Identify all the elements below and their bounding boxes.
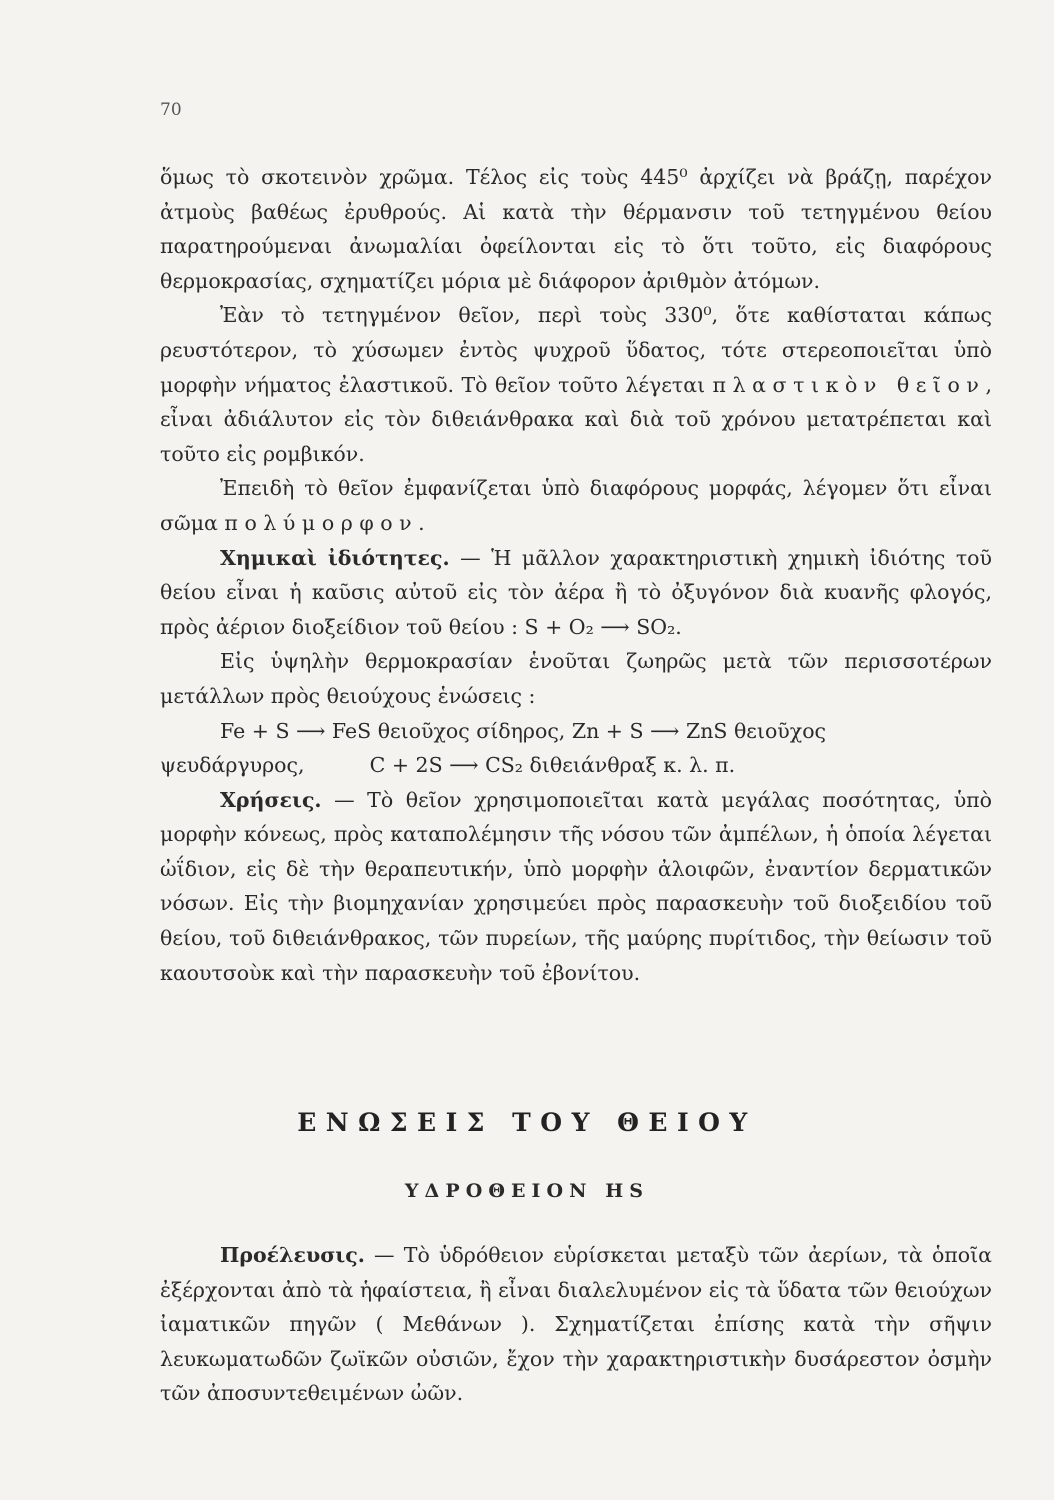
- section-heading-chemical-properties: Χημικαὶ ἰδιότητες.: [220, 545, 450, 570]
- equation-line: ψευδάργυρος, C + 2S ⟶ CS₂ διθειάνθραξ κ. λ. π.: [160, 753, 736, 778]
- body-text-bottom: [160, 1238, 992, 1411]
- section-heading-origin: Προέλευσις.: [220, 1243, 365, 1267]
- paragraph: Ἐπειδὴ τὸ θεῖον ἐμφανίζεται ὑπὸ διαφόρους μορφάς, λέγομεν ὅτι εἶναι σῶμα πολύμορφον.: [160, 476, 992, 535]
- paragraph: ὅμως τὸ σκοτεινὸν χρῶμα. Τέλος εἰς τοὺς 445⁰ ἀρχίζει νὰ βράζῃ, παρέχον ἀτμοὺς βαθέως ἐρυθρούς. Αἱ κατὰ τὴν θέρμανσιν τοῦ τετηγμένου θείου παρατηρούμεναι ἀνωμαλίαι ὀφείλονται εἰς τὸ ὅτι τοῦτο, εἰς διαφόρους θερμοκρασίας, σχηματίζει μόρια μὲ διάφορον ἀριθμὸν ἀτόμων.: [160, 165, 992, 293]
- equation-line: Fe + S ⟶ FeS θειοῦχος σίδηρος, Zn + S ⟶ ZnS θειοῦχος: [220, 718, 827, 743]
- paragraph: Προέλευσις. — Τὸ ὑδρόθειον εὑρίσκεται μεταξὺ τῶν ἀερίων, τὰ ὁποῖα ἐξέρχονται ἀπὸ τὰ ἡφαίστεια, ἢ εἶναι διαλελυμένον εἰς τὰ ὕδατα τῶν θειούχων ἰαματικῶν πηγῶν ( Μεθάνων ). Σχηματίζεται ἐπίσης κατὰ τὴν σῆψιν λευκωματωδῶν ζωϊκῶν οὐσιῶν, ἔχον τὴν χαρακτηριστικὴν δυσάρεστον ὀσμὴν τῶν ἀποσυντεθειμένων ὠῶν.: [160, 1243, 992, 1406]
- page-number: 70: [160, 100, 182, 120]
- paragraph: Ἐὰν τὸ τετηγμένον θεῖον, περὶ τοὺς 330⁰, ὅτε καθίσταται κάπως ρευστότερον, τὸ χύσωμεν ἐντὸς ψυχροῦ ὕδατος, τότε στερεοποιεῖται ὑπὸ μορφὴν νήματος ἐλαστικοῦ. Τὸ θεῖον τοῦτο λέγεται πλαστικὸν θεῖον, εἶναι ἀδιάλυτον εἰς τὸν διθειάνθρακα καὶ διὰ τοῦ χρόνου μετατρέπεται καὶ τοῦτο εἰς ρομβικόν.: [160, 303, 992, 466]
- paragraph: Εἰς ὑψηλὴν θερμοκρασίαν ἑνοῦται ζωηρῶς μετὰ τῶν περισσοτέρων μετάλλων πρὸς θειούχους ἑνώσεις :: [160, 649, 992, 708]
- term-plastic-sulfur: πλαστικὸν θεῖον: [712, 372, 986, 397]
- paragraph: Χημικαὶ ἰδιότητες. — Ἡ μᾶλλον χαρακτηριστικὴ χημικὴ ἰδιότης τοῦ θείου εἶναι ἡ καῦσις αὐτοῦ εἰς τὸν ἀέρα ἢ τὸ ὀξυγόνον διὰ κυανῆς φλογός, πρὸς ἀέριον διοξείδιον τοῦ θείου : S + O₂ ⟶ SO₂.: [160, 545, 992, 639]
- paragraph: Χρήσεις. — Τὸ θεῖον χρησιμοποιεῖται κατὰ μεγάλας ποσότητας, ὑπὸ μορφὴν κόνεως, πρὸς καταπολέμησιν τῆς νόσου τῶν ἀμπέλων, ἡ ὁποία λέγεται ὠΐδιον, εἰς δὲ τὴν θεραπευτικήν, ὑπὸ μορφὴν ἀλοιφῶν, ἐναντίον δερματικῶν νόσων. Εἰς τὴν βιομηχανίαν χρησιμεύει πρὸς παρασκευὴν τοῦ διοξειδίου τοῦ θείου, τοῦ διθειάνθρακος, τῶν πυρείων, τῆς μαύρης πυρίτιδος, τὴν θείωσιν τοῦ καουτσοὺκ καὶ τὴν παρασκευὴν τοῦ ἐβονίτου.: [160, 787, 992, 985]
- term-polymorphous: πολύμορφον.: [224, 510, 432, 535]
- body-text-top: [160, 160, 992, 990]
- chapter-heading: ΕΝΩΣΕΙΣ ΤΟΥ ΘΕΙΟΥ: [297, 1108, 757, 1137]
- section-subheading: ΥΔΡΟΘΕΙΟΝ HS: [404, 1180, 650, 1202]
- section-heading-uses: Χρήσεις.: [220, 787, 322, 812]
